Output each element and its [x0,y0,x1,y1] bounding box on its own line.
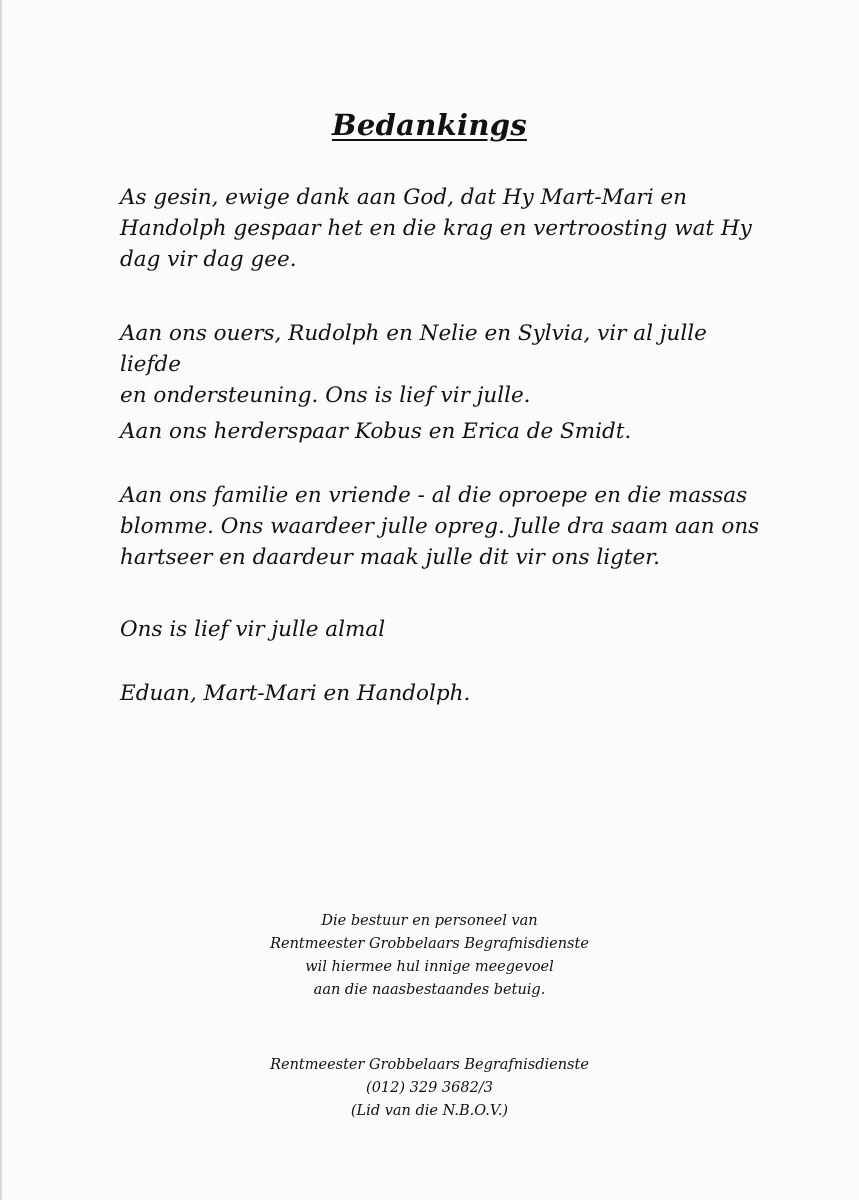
thanks-paragraph-god [120,182,760,275]
footer-phone: (012) 329 3682/3 [366,1080,493,1096]
paragraph-line: Ons is lief vir julle almal [120,617,386,642]
thanks-paragraph-family [120,480,760,573]
paragraph-line: dag vir dag gee. [120,247,297,272]
paragraph-line: Aan ons ouers, Rudolph en Nelie en Sylvia, vir al julle liefde [120,321,707,377]
footer-company: Rentmeester Grobbelaars Begrafnisdienste [270,1057,589,1073]
thanks-paragraph-pastors [120,416,760,447]
thanks-paragraph-parents [120,318,760,411]
paragraph-line: Aan ons familie en vriende - al die oproepe en die massas [120,483,748,508]
page-title: Bedankings [332,108,527,142]
footer-membership: (Lid van die N.B.O.V.) [350,1103,509,1119]
notice-line: wil hiermee hul innige meegevoel [305,959,554,975]
thanks-paragraph-love [120,614,760,645]
notice-line: aan die naasbestaandes betuig. [313,982,546,998]
condolence-notice [0,910,859,1002]
paragraph-line: Aan ons herderspaar Kobus en Erica de Smidt. [120,419,632,444]
funeral-home-footer [0,1054,859,1123]
notice-line: Die bestuur en personeel van [321,913,538,929]
paragraph-line: en ondersteuning. Ons is lief vir julle. [120,383,531,408]
paragraph-line: Handolph gespaar het en die krag en vertroosting wat Hy [120,216,752,241]
paragraph-line: blomme. Ons waardeer julle opreg. Julle dra saam aan ons [120,514,760,539]
notice-line: Rentmeester Grobbelaars Begrafnisdienste [270,936,589,952]
signature-names [120,678,760,709]
paragraph-line: Eduan, Mart-Mari en Handolph. [120,681,471,706]
paragraph-line: hartseer en daardeur maak julle dit vir ons ligter. [120,545,660,570]
page-edge [0,0,2,1200]
paragraph-line: As gesin, ewige dank aan God, dat Hy Mart-Mari en [120,185,687,210]
